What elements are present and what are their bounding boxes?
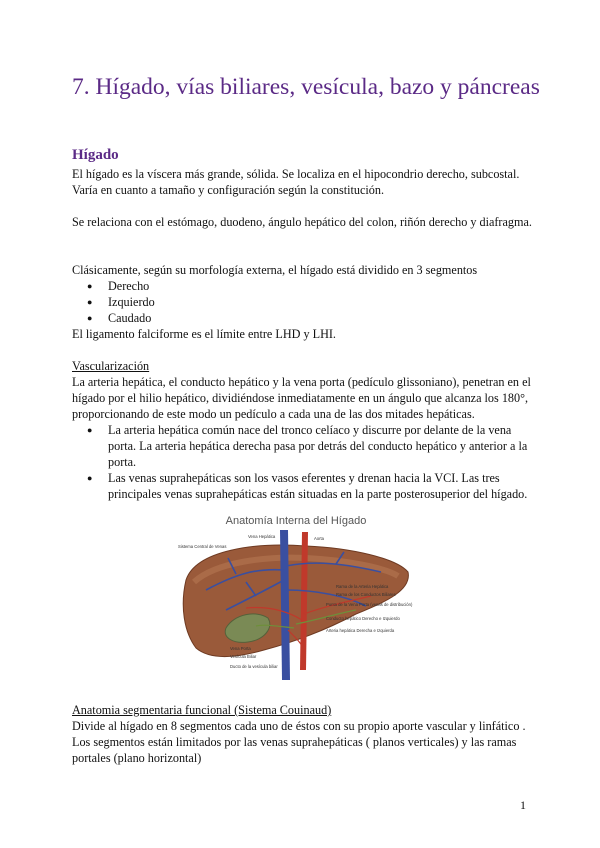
label-aorta: Aorta (314, 536, 325, 541)
label-ductus: Ducto de la vesícula biliar (230, 664, 278, 669)
paragraph-morphology: Clásicamente, según su morfología externa, el hígado está dividido en 3 segmentos (72, 263, 478, 277)
paragraph-relations: Se relaciona con el estómago, duodeno, ángulo hepático del colon, riñón derecho y diafragma. (72, 215, 532, 229)
paragraph-vascularizacion: La arteria hepática, el conducto hepático y la vena porta (pedículo glissoniano), penetran en el hígado por el hilio hepático, dividiéndose inmediatamente en un ángulo que alcanza los 180°, proporcionando de este modo un pedículo a cada una de las dos mitades hepáticas. (72, 375, 531, 421)
list-item: ● Caudado (84, 310, 532, 326)
segments-list (84, 278, 532, 326)
page-title: 7. Hígado, vías biliares, vesícula, bazo y páncreas (72, 74, 540, 100)
section-heading: Hígado (72, 147, 119, 163)
label-vena-hepatica: Vena Hepática (248, 534, 276, 539)
figure-title: Anatomía Interna del Hígado (225, 515, 367, 527)
label-arteria: Arteria hepática Derecha e Izquierda (326, 628, 395, 633)
liver-shape (183, 545, 408, 656)
page-number: 1 (520, 798, 526, 812)
vascular-bullets (84, 422, 532, 502)
liver-anatomy-figure (176, 510, 416, 686)
list-item: ● Izquierdo (84, 294, 532, 310)
subheading-vascularizacion: Vascularización (72, 359, 150, 373)
label-sistema-central: Sistema Central de Venas (178, 544, 227, 549)
paragraph-segmentaria: Divide al hígado en 8 segmentos cada uno de éstos con su propio aporte vascular y linfático . Los segmentos están limitados por las venas suprahepáticas ( planos verticales) y las ramas portales (plano horizontal) (72, 719, 526, 765)
label-conducto: Conducto hepático Derecho e Izquierdo (326, 616, 400, 621)
list-item: ● Derecho (84, 278, 532, 294)
label-rama-conductos: Rama de los Conductos Biliares (336, 592, 396, 597)
paragraph-intro: El hígado es la víscera más grande, sólida. Se localiza en el hipocondrio derecho, subcostal. Varía en cuanto a tamaño y configuración según la constitución. (72, 167, 520, 197)
list-item: ● Las venas suprahepáticas son los vasos eferentes y drenan hacia la VCI. Las tres principales venas suprahepáticas están situadas en la parte posterosuperior del hígado. (84, 470, 532, 502)
label-rama-arteria: Rama de la Arteria Hepática (336, 584, 389, 589)
label-vesicula: Vesícula Biliar (230, 654, 257, 659)
subheading-segmentaria: Anatomia segmentaria funcional (Sistema Couinaud) (72, 703, 332, 717)
paragraph-ligament: El ligamento falciforme es el límite entre LHD y LHI. (72, 327, 336, 341)
list-item: ● La arteria hepática común nace del tronco celíaco y discurre por delante de la vena porta. La arteria hepática derecha pasa por detrás del conducto hepático y anterior a la porta. (84, 422, 532, 470)
label-punta-porta: Punta de la Vena Porta (venas de distribución) (326, 602, 413, 607)
label-vena-porta: Vena Porta (230, 646, 251, 651)
